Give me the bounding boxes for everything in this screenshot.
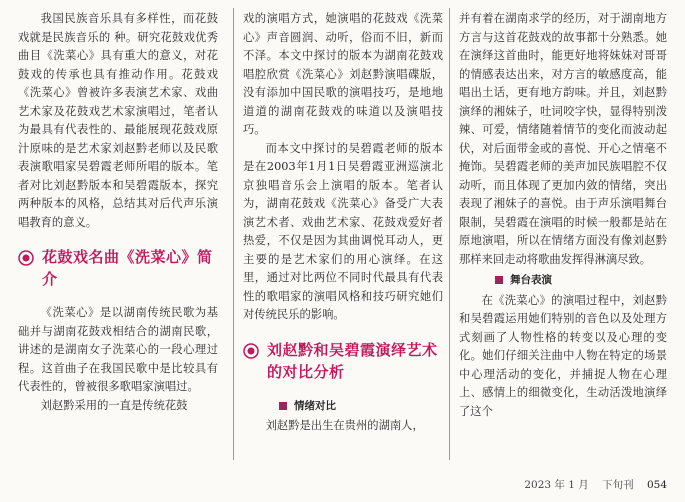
- square-bullet-icon: [279, 402, 287, 410]
- footer-date: 2023 年 1 月: [524, 479, 589, 491]
- column-1: [18, 10, 218, 415]
- section-heading: [18, 246, 218, 290]
- section-heading-text: 刘赵黔和吴碧霞演绎艺术的对比分析: [267, 340, 438, 381]
- column-3: [459, 10, 667, 421]
- paragraph: 我国民族音乐具有多样性，而花鼓戏就是民族音乐的 种。研究花鼓戏优秀曲目《洗菜心》具有重大的意义，对花鼓戏的传承也具有推动作用。花鼓戏《洗菜心》曾被许多表演艺术家、戏曲艺术家及花鼓戏艺术家演唱过，笔者认为最具有代表性的、最能展现花鼓戏原汁原味的是艺术家刘赵黔老师以及民歌表演歌唱家吴碧霞老师所唱的版本。笔者对比刘赵黔版本和吴碧霞版本，探究两种版本的风格，总结其对后代声乐演唱教育的意义。: [18, 12, 218, 229]
- paragraph: 刘赵黔采用的一直是传统花鼓: [40, 398, 188, 412]
- page-footer: [514, 477, 667, 492]
- paragraph: 在《洗菜心》的演唱过程中，刘赵黔和吴碧霞运用她们特别的音色以及处理方式刻画了人物性格的转变以及心理的变化。她们仔细关注曲中人物在特定的场景中心理活动的变化，并捕捉人物在心理上、感情上的细微变化，生动活泼地演绎了这个: [459, 293, 667, 418]
- square-bullet-icon: [495, 276, 503, 284]
- subsection-heading: [279, 397, 443, 416]
- target-circle-icon: [243, 343, 259, 359]
- target-circle-icon: [18, 250, 34, 266]
- section-heading: [243, 339, 443, 383]
- paragraph: 戏的演唱方式，她演唱的花鼓戏《洗菜心》声音圆润、动听，俗而不旧，新而不泽。本文中探讨的版本为湖南花鼓戏唱腔欣赏《洗菜心》刘赵黔演唱碟版，没有添加中国民歌的演唱技巧，是地地道道的湖南花鼓戏的味道以及演唱技巧。: [243, 12, 443, 136]
- section-heading-text: 花鼓戏名曲《洗菜心》简介: [42, 248, 213, 288]
- paragraph: 而本文中探讨的吴碧霞老师的版本是在2003年1月1日吴碧霞亚洲巡演北京独唱音乐会上演唱的版本。笔者认为，湖南花鼓戏《洗菜心》备受广大表演艺术者、戏曲艺术家、花鼓戏爱好者热爱，不仅是因为其曲调悦耳动人，更主要的是艺术家们的用心演绎。在这里，通过对比两位不同时代最具有代表性的歌唱家的演唱风格和技巧研究她们对传统民乐的影响。: [243, 141, 443, 321]
- column-divider: [449, 8, 450, 460]
- column-divider: [233, 8, 234, 460]
- page-number: 054: [646, 479, 667, 491]
- subsection-heading-text: 情绪对比: [294, 399, 336, 412]
- footer-issue: 下旬刊: [602, 479, 634, 491]
- paragraph: 刘赵黔是出生在贵州的湖南人，: [265, 419, 424, 432]
- subsection-heading: [495, 271, 667, 290]
- subsection-heading-text: 舞台表演: [510, 274, 552, 286]
- paragraph: 《洗菜心》是以湖南传统民歌为基础并与湖南花鼓戏相结合的湖南民歌，讲述的是湖南女子洗菜心的一段心理过程。这首曲子在我国民歌中是比较具有代表性的，曾被很多歌唱家演唱过。: [18, 306, 218, 393]
- column-2: [243, 10, 443, 436]
- paragraph: 并有着在湖南求学的经历，对于湖南地方方言与这首花鼓戏的故事都十分熟悉。她在演绎这首曲时，能更好地将妹妹对哥哥的情感表达出来，对方言的敏感度高，能唱出土话，更有地方韵味。并且，刘赵黔演绎的湘妹子，吐词咬字快，显得特别泼辣、可爱，情绪随着情节的变化而波动起伏，对后面带金或的喜悦、开心之情毫不掩饰。吴碧霞老师的美声加民族唱腔不仅动听，而且体现了更加内敛的情绪，突出表现了湘妹子的喜悦。由于声乐演唱舞台限制，吴碧霞在演唱的时候一般都是站在原地演唱，所以在情绪方面没有像刘赵黔那样来回走动将歌曲发挥得淋漓尽致。: [459, 12, 667, 266]
